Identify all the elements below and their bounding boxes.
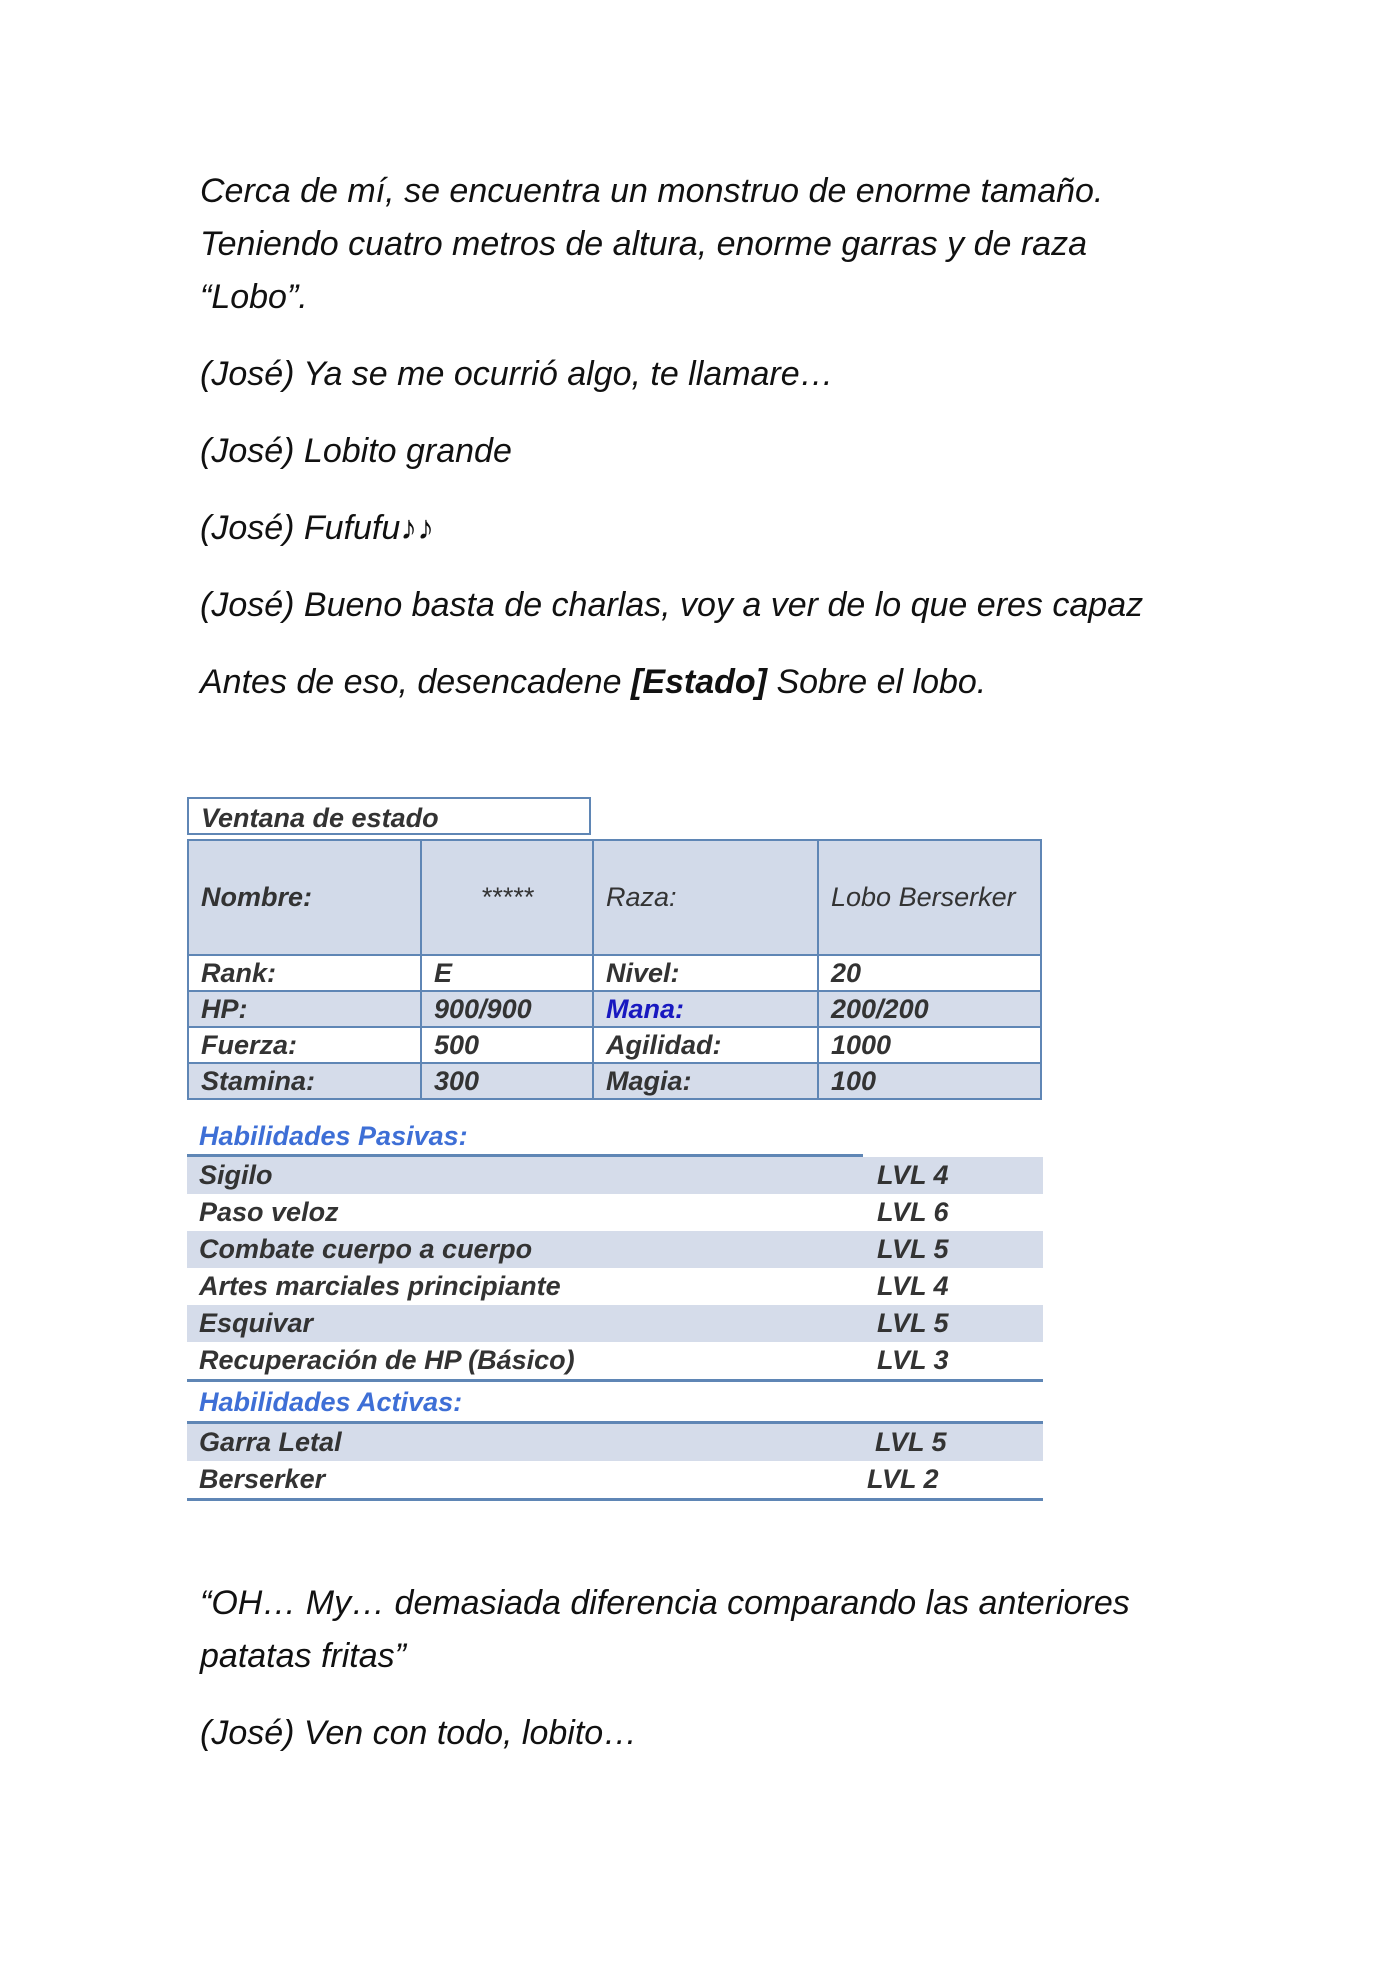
paragraph: (José) Ven con todo, lobito… — [200, 1714, 638, 1752]
paragraph: Cerca de mí, se encuentra un monstruo de enorme tamaño. Teniendo cuatro metros de altura, enorme garras y de raza “Lobo”. — [200, 172, 1104, 316]
stat-value: 900/900 — [421, 991, 593, 1027]
table-row — [188, 1027, 1041, 1063]
estado-paragraph — [200, 656, 1160, 709]
nombre-label: Nombre: — [188, 840, 421, 955]
skill-name: Sigilo — [199, 1160, 273, 1190]
status-title: Ventana de estado — [187, 797, 591, 835]
skill-level: LVL 2 — [867, 1464, 939, 1494]
stat-value: 1000 — [818, 1027, 1041, 1063]
narrative-top — [200, 165, 1160, 709]
skill-level: LVL 5 — [875, 1427, 947, 1457]
divider — [187, 1498, 1043, 1501]
skill-name: Esquivar — [199, 1308, 314, 1338]
skill-level: LVL 5 — [877, 1308, 949, 1338]
skill-name: Garra Letal — [199, 1427, 342, 1457]
stat-label: HP: — [188, 991, 421, 1027]
mana-label: Mana: — [593, 991, 818, 1027]
skill-level: LVL 5 — [877, 1234, 949, 1264]
pasivas-heading: Habilidades Pasivas: — [199, 1121, 468, 1151]
raza-value: Lobo Berserker — [818, 840, 1041, 955]
table-row — [188, 991, 1041, 1027]
stat-value: 100 — [818, 1063, 1041, 1099]
skill-name: Paso veloz — [199, 1197, 339, 1227]
estado-after: Sobre el lobo. — [767, 663, 987, 701]
stat-value: 300 — [421, 1063, 593, 1099]
skill-level: LVL 4 — [877, 1160, 949, 1190]
stat-label: Nivel: — [593, 955, 818, 991]
stat-value: 200/200 — [818, 991, 1041, 1027]
stat-label: Fuerza: — [188, 1027, 421, 1063]
raza-label: Raza: — [593, 840, 818, 955]
skill-name: Combate cuerpo a cuerpo — [199, 1234, 533, 1264]
stat-label: Stamina: — [188, 1063, 421, 1099]
list-item — [187, 1305, 1043, 1342]
skill-name: Recuperación de HP (Básico) — [199, 1345, 575, 1375]
skill-level: LVL 4 — [877, 1271, 949, 1301]
list-item — [187, 1231, 1043, 1268]
table-row — [188, 840, 1041, 955]
stat-label: Rank: — [188, 955, 421, 991]
list-item — [187, 1268, 1043, 1305]
narrative-bottom — [200, 1577, 1160, 1760]
stats-table — [187, 839, 1042, 1100]
estado-keyword: [Estado] — [631, 663, 767, 701]
paragraph: (José) Ya se me ocurrió algo, te llamare… — [200, 355, 834, 393]
stat-value: E — [421, 955, 593, 991]
list-item — [187, 1461, 1043, 1498]
skill-name: Artes marciales principiante — [199, 1271, 561, 1301]
paragraph: (José) Lobito grande — [200, 432, 512, 470]
skill-name: Berserker — [199, 1464, 326, 1494]
stat-value: 500 — [421, 1027, 593, 1063]
activas-heading: Habilidades Activas: — [199, 1387, 463, 1417]
list-item — [187, 1424, 1043, 1461]
divider — [187, 1379, 1043, 1382]
skill-level: LVL 6 — [877, 1197, 949, 1227]
list-item — [187, 1342, 1043, 1379]
stat-label: Agilidad: — [593, 1027, 818, 1063]
list-item — [187, 1157, 1043, 1194]
skill-level: LVL 3 — [877, 1345, 949, 1375]
nombre-value: ***** — [421, 840, 593, 955]
estado-before: Antes de eso, desencadene — [200, 663, 631, 701]
paragraph: (José) Fufufu♪♪ — [200, 509, 435, 547]
paragraph: “OH… My… demasiada diferencia comparando las anteriores patatas fritas” — [200, 1584, 1130, 1675]
table-row — [188, 955, 1041, 991]
stat-label: Magia: — [593, 1063, 818, 1099]
paragraph: (José) Bueno basta de charlas, voy a ver de lo que eres capaz — [200, 586, 1144, 624]
list-item — [187, 1194, 1043, 1231]
stat-value: 20 — [818, 955, 1041, 991]
table-row — [188, 1063, 1041, 1099]
